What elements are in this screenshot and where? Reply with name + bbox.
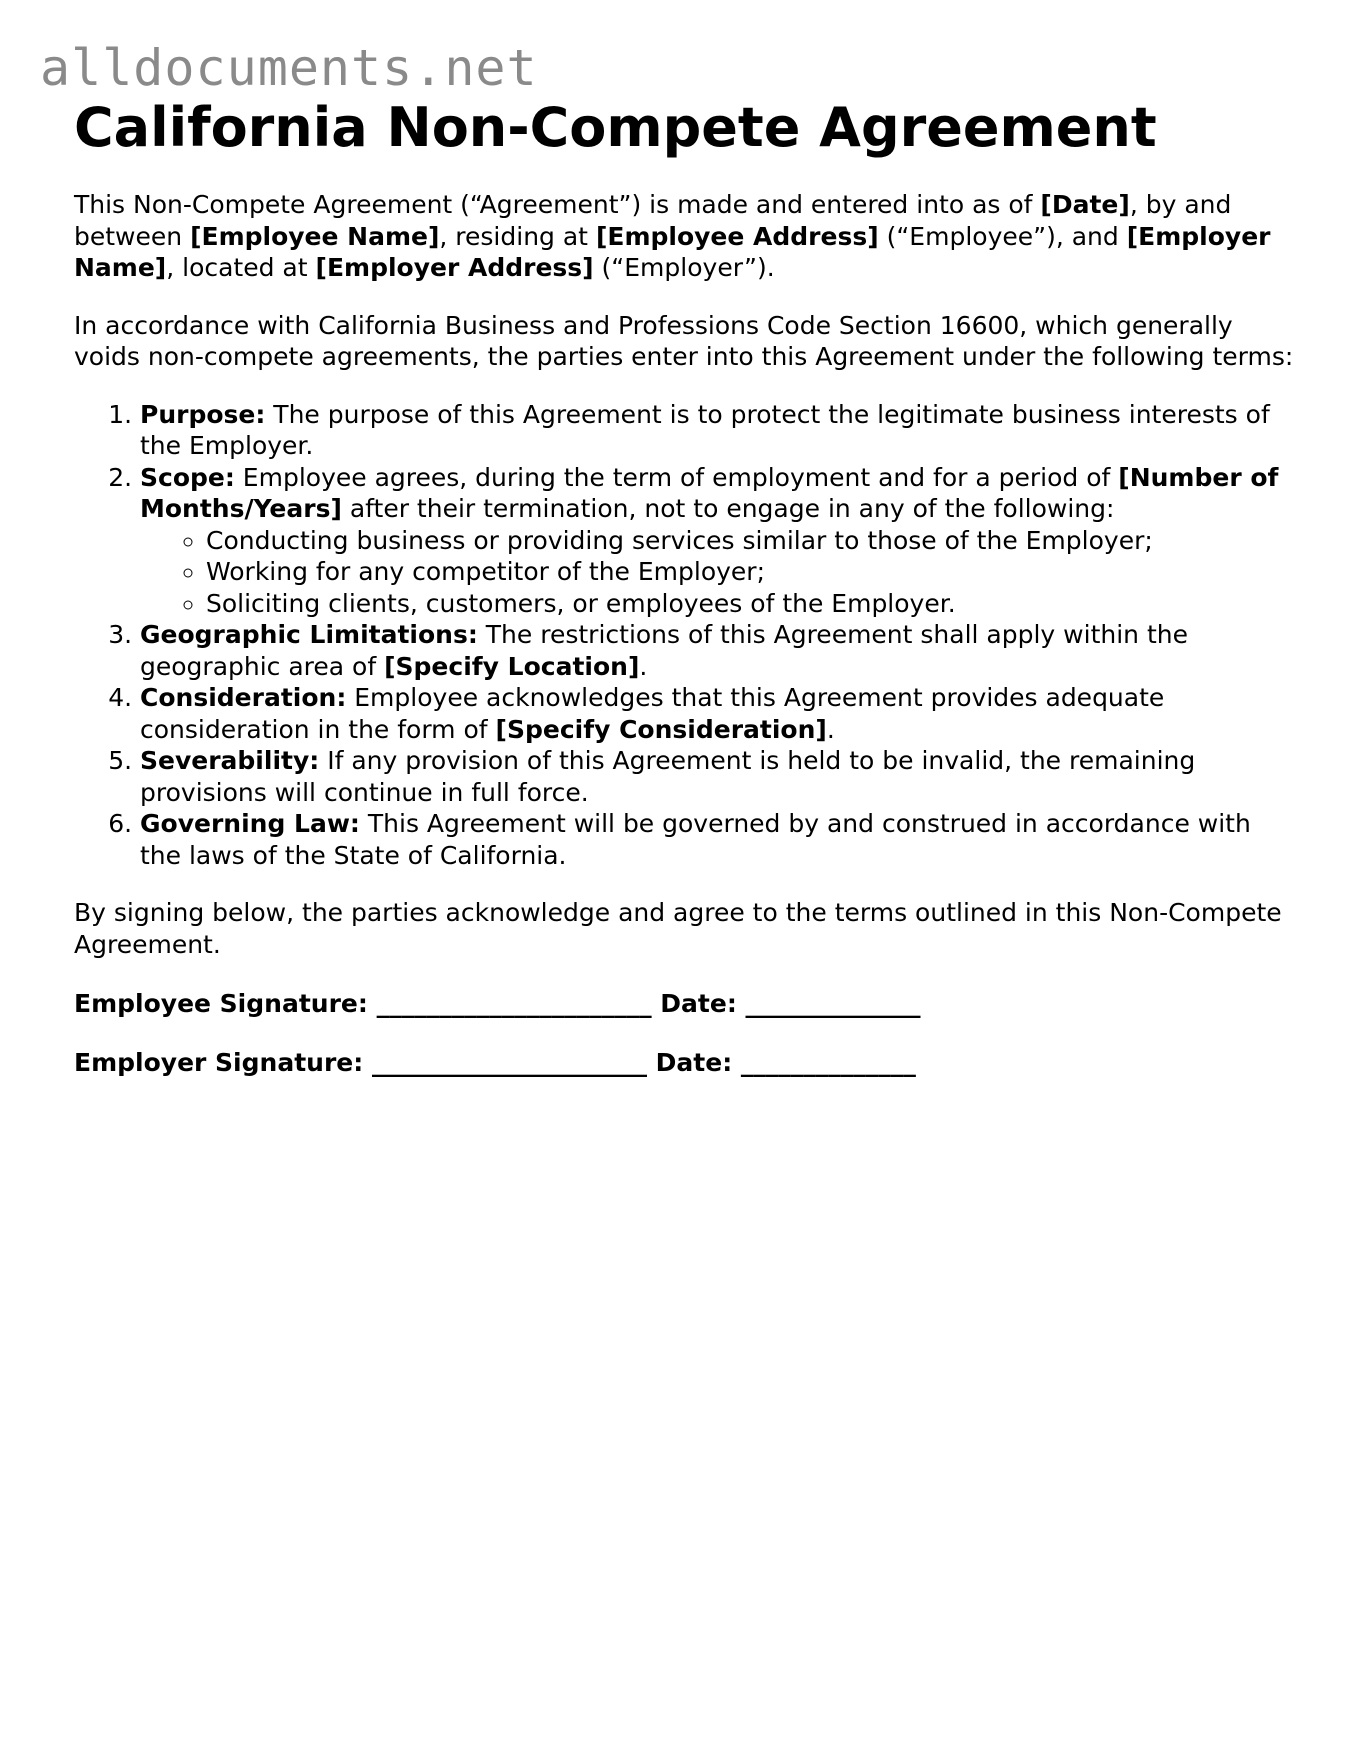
document-body: [74, 95, 1294, 1078]
employee-name-placeholder: [Employee Name]: [190, 221, 440, 251]
term-heading: Geographic Limitations:: [140, 620, 478, 649]
watermark: alldocuments.net: [40, 39, 538, 97]
term-heading: Severability:: [140, 746, 320, 775]
intro-text-3: , residing at: [439, 221, 596, 251]
term-text: The restrictions of this Agreement shall apply within the geographic area of: [140, 620, 1188, 681]
employee-signature-line[interactable]: ______________________: [376, 989, 652, 1018]
employer-date-line[interactable]: ______________: [740, 1047, 916, 1077]
document-title: California Non-Compete Agreement: [74, 96, 1157, 159]
employer-signature-label: Employer Signature:: [74, 1047, 364, 1077]
term-text: after their termination, not to engage in any of the following:: [341, 494, 1115, 523]
employer-name-placeholder: [Employer Name]: [74, 221, 1271, 282]
consideration-placeholder: [Specify Consideration]: [495, 714, 827, 744]
intro-text-6: (“Employer”).: [593, 253, 775, 282]
term-purpose: [140, 399, 1294, 462]
term-governing-law: [140, 808, 1294, 871]
intro-paragraph: [74, 189, 1294, 284]
employee-signature-label: Employee Signature:: [74, 989, 368, 1018]
term-text: Employee agrees, during the term of employment and for a period of: [234, 462, 1119, 492]
term-text: This Agreement will be governed by and construed in accordance with the laws of the State of California.: [140, 809, 1251, 870]
intro-text-2: , by and between: [74, 190, 1232, 251]
location-placeholder: [Specify Location]: [384, 651, 640, 681]
intro-text-1: This Non-Compete Agreement (“Agreement”) is made and entered into as of: [74, 190, 1041, 219]
employee-address-placeholder: [Employee Address]: [595, 221, 879, 251]
term-heading: Governing Law:: [140, 809, 360, 838]
scope-sublist: [140, 525, 1294, 620]
scope-item: ◦ Conducting business or providing services similar to those of the Employer;: [206, 525, 1294, 557]
period-placeholder: [Number of Months/Years]: [140, 462, 1279, 523]
employee-date-line[interactable]: ______________: [745, 989, 921, 1018]
term-text: .: [639, 651, 648, 681]
employer-date-label: Date:: [655, 1047, 733, 1077]
term-text: Employee acknowledges that this Agreement provides adequate consideration in the form of: [140, 683, 1165, 744]
employer-address-placeholder: [Employer Address]: [315, 253, 594, 282]
term-heading: Scope:: [140, 462, 235, 492]
term-heading: Purpose:: [140, 399, 266, 429]
term-severability: [140, 745, 1294, 808]
terms-list: [74, 399, 1294, 872]
date-placeholder: [Date]: [1040, 190, 1130, 219]
term-scope: [140, 462, 1294, 620]
intro-text-5: , located at: [166, 253, 316, 282]
closing-paragraph: By signing below, the parties acknowledge and agree to the terms outlined in this Non-Compete Agreement.: [74, 898, 1282, 959]
law-paragraph: In accordance with California Business and Professions Code Section 16600, which generally voids non-compete agreements, the parties enter into this Agreement under the following terms:: [74, 310, 1294, 371]
employer-signature-row: [74, 1047, 1294, 1079]
employer-signature-line[interactable]: ______________________: [371, 1047, 647, 1077]
employee-signature-row: [74, 988, 1294, 1020]
term-text: The purpose of this Agreement is to protect the legitimate business interests of the Employer.: [140, 399, 1270, 460]
scope-item: ◦ Soliciting clients, customers, or employees of the Employer.: [206, 588, 1294, 620]
term-consideration: [140, 682, 1294, 745]
term-heading: Consideration:: [140, 683, 347, 712]
term-text: .: [826, 714, 835, 744]
employee-date-label: Date:: [660, 989, 737, 1018]
intro-text-4: (“Employee”), and: [878, 221, 1127, 251]
term-geographic: [140, 619, 1294, 682]
scope-item: ◦ Working for any competitor of the Employer;: [206, 556, 1294, 588]
term-text: If any provision of this Agreement is held to be invalid, the remaining provisions will continue in full force.: [140, 746, 1196, 807]
